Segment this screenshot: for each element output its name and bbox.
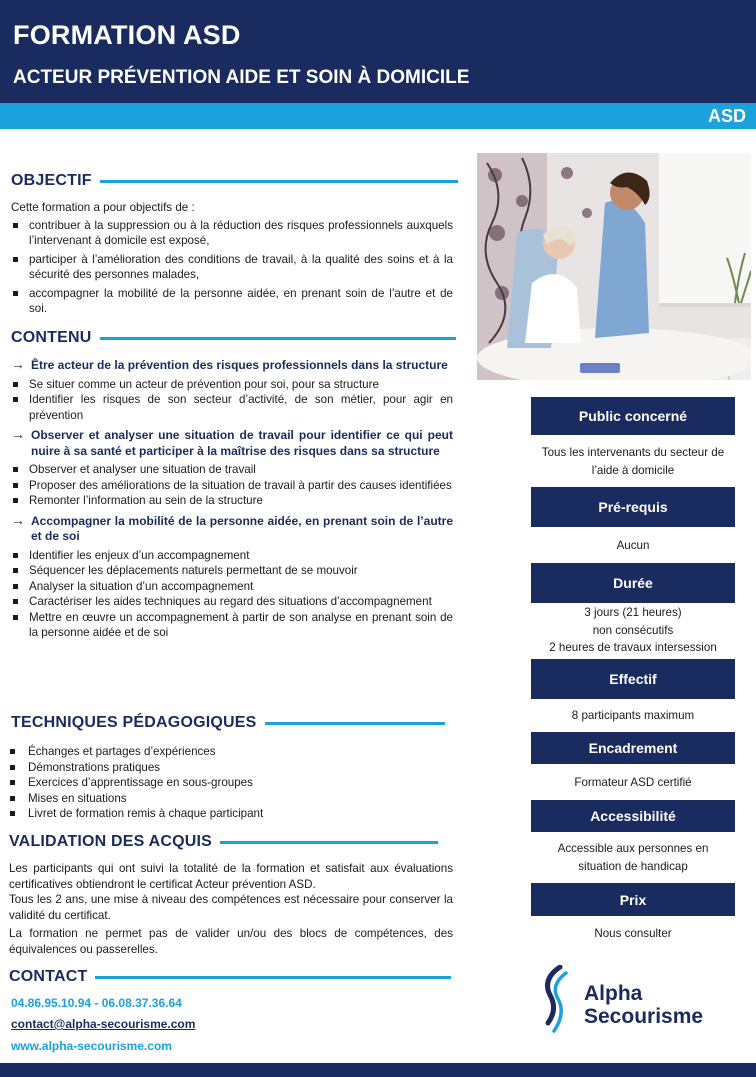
contact-heading: CONTACT <box>9 968 88 985</box>
list-item: Identifier les risques de son secteur d’activité, de son métier, pour agir en prévention <box>11 392 453 423</box>
formation-code: ASD <box>707 106 746 126</box>
list-item: Caractériser les aides techniques au regard des situations d’accompagnement <box>11 594 453 610</box>
prerequis-value: Aucun <box>616 539 650 552</box>
section-heading-contenu <box>11 329 456 347</box>
list-item: Observer et analyser une situation de travail <box>11 462 453 478</box>
section-heading-objectif <box>11 172 458 190</box>
list-item: Mises en situations <box>8 791 450 807</box>
module-list <box>11 377 453 424</box>
list-item: Se situer comme un acteur de prévention pour soi, pour sa structure <box>11 377 453 393</box>
effectif-value: 8 participants maximum <box>571 709 695 722</box>
list-item: participer à l’amélioration des conditions de travail, à la qualité des soins et à la sécurité des personnes malades, <box>11 252 453 283</box>
contact-phones[interactable]: 04.86.95.10.94 - 06.08.37.36.64 <box>11 996 182 1010</box>
list-item: Analyser la situation d’un accompagnement <box>11 579 453 595</box>
list-item: Démonstrations pratiques <box>8 760 450 776</box>
techniques-list <box>8 744 450 822</box>
arrow-icon: → <box>11 356 25 372</box>
duree-line: 3 jours (21 heures) <box>584 606 682 619</box>
techniques-heading: TECHNIQUES PÉDAGOGIQUES <box>11 714 257 731</box>
public-value: Tous les intervenants du secteur de l’aide à domicile <box>541 446 725 477</box>
heading-rule <box>220 841 438 844</box>
list-item: Échanges et partages d’expériences <box>8 744 450 760</box>
module-list <box>11 462 453 509</box>
duree-label-box: Durée <box>531 563 735 603</box>
list-item: Proposer des améliorations de la situation de travail à partir des causes identifiées <box>11 478 453 494</box>
page-subtitle: ACTEUR PRÉVENTION AIDE ET SOIN À DOMICILE <box>13 67 470 88</box>
accessibilite-label-box: Accessibilité <box>531 800 735 832</box>
list-item: Séquencer les déplacements naturels permettant de se mouvoir <box>11 563 453 579</box>
validation-paragraph: Tous les 2 ans, une mise à niveau des compétences est nécessaire pour conserver la validité du certificat. <box>9 893 453 922</box>
list-item: Identifier les enjeux d’un accompagnement <box>11 548 453 564</box>
validation-paragraph: Les participants qui ont suivi la totalité de la formation et satisfait aux évaluations certificatives obtiendront le certificat Acteur prévention ASD. <box>9 862 453 891</box>
header-banner <box>0 0 756 103</box>
list-item: Exercices d’apprentissage en sous-groupes <box>8 775 450 791</box>
objectif-block <box>11 200 453 317</box>
heading-rule <box>95 976 451 979</box>
module-title: → Accompagner la mobilité de la personne aidée, en prenant soin de l’autre et de soi <box>11 511 453 543</box>
prerequis-label-box: Pré-requis <box>531 487 735 527</box>
heading-rule <box>100 180 458 183</box>
list-item: Remonter l’information au sein de la structure <box>11 493 453 509</box>
contact-website-link[interactable]: www.alpha-secourisme.com <box>11 1039 172 1053</box>
accessibilite-value: Accessible aux personnes en situation de handicap <box>557 842 709 873</box>
list-item: accompagner la mobilité de la personne aidée, en prenant soin de l’autre et de soi. <box>11 286 453 317</box>
logo-line1: Alpha <box>584 982 643 1005</box>
logo-swirl-icon <box>536 965 576 1035</box>
list-item: contribuer à la suppression ou à la réduction des risques professionnels auxquels l’intervenant à domicile est exposé, <box>11 218 453 249</box>
objectif-list <box>11 218 453 317</box>
list-item: Livret de formation remis à chaque participant <box>8 806 450 822</box>
duree-line: non consécutifs <box>592 623 674 637</box>
encadrement-value: Formateur ASD certifié <box>574 776 692 789</box>
footer-bar <box>0 1063 756 1077</box>
module-list <box>11 548 453 641</box>
section-heading-techniques <box>11 714 445 732</box>
objectif-intro: Cette formation a pour objectifs de : <box>11 201 195 214</box>
heading-rule <box>100 337 456 340</box>
prix-label-box: Prix <box>531 883 735 916</box>
prix-value: Nous consulter <box>594 927 672 940</box>
duree-line: 2 heures de travaux intersession <box>549 641 717 654</box>
section-heading-validation <box>9 833 438 851</box>
contenu-block <box>11 358 453 641</box>
alpha-secourisme-logo <box>536 965 736 1037</box>
page-title: FORMATION ASD <box>13 20 241 50</box>
contenu-heading: CONTENU <box>11 329 92 346</box>
arrow-icon: → <box>11 426 25 442</box>
module-title: → Observer et analyser une situation de travail pour identifier ce qui peut nuire à sa santé et participer à la maîtrise des risques dans sa structure <box>11 426 453 458</box>
list-item: Mettre en œuvre un accompagnement à partir de son analyse en prenant soin de la personne aidée et de soi <box>11 610 453 641</box>
accent-bar <box>0 103 756 129</box>
validation-heading: VALIDATION DES ACQUIS <box>9 833 213 850</box>
duree-value <box>531 604 735 657</box>
module-title: → Être acteur de la prévention des risques professionnels dans la structure <box>11 356 448 372</box>
arrow-icon: → <box>11 511 25 528</box>
logo-line2: Secourisme <box>584 1005 704 1028</box>
encadrement-label-box: Encadrement <box>531 732 735 764</box>
effectif-label-box: Effectif <box>531 659 735 699</box>
contact-email-link[interactable]: contact@alpha-secourisme.com <box>11 1017 196 1031</box>
heading-rule <box>265 722 445 725</box>
validation-paragraph: La formation ne permet pas de valider un/ou des blocs de compétences, des équivalences ou passerelles. <box>9 927 453 956</box>
objectif-heading: OBJECTIF <box>11 172 92 189</box>
caregiver-photo <box>477 153 751 380</box>
public-label-box: Public concerné <box>531 397 735 435</box>
validation-block <box>9 861 453 957</box>
section-heading-contact <box>9 968 451 986</box>
